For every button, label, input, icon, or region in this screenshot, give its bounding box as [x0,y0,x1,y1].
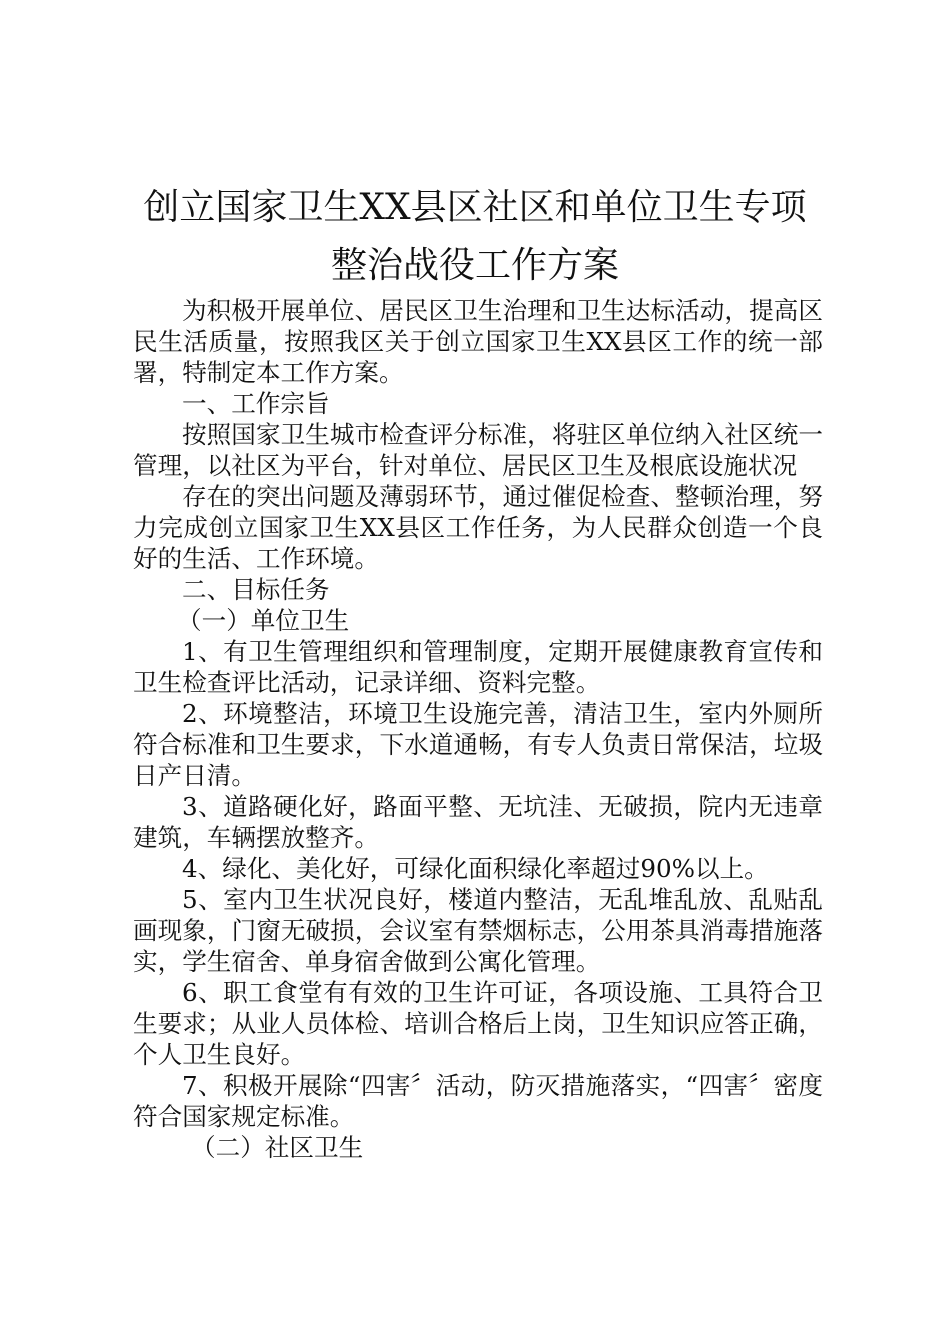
subsection-heading-unit-hygiene: （一）单位卫生 [177,606,350,635]
subsection-heading-community-hygiene: （二）社区卫生 [191,1133,364,1162]
document-title-line-2: 整治战役工作方案 [330,245,619,286]
paragraph-purpose-1: 按照国家卫生城市检查评分标准，将驻区单位纳入社区统一管理，以社区为平台，针对单位、居民区卫生及根底设施状况 [133,420,823,480]
list-item-3: 3、道路硬化好，路面平整、无坑洼、无破损，院内无违章建筑，车辆摆放整齐。 [133,792,823,852]
section-heading-purpose: 一、工作宗旨 [182,389,330,418]
list-item-1: 1、有卫生管理组织和管理制度，定期开展健康教育宣传和卫生检查评比活动，记录详细、资料完整。 [133,637,823,697]
paragraph-purpose-2: 存在的突出问题及薄弱环节，通过催促检查、整顿治理，努力完成创立国家卫生XX县区工作任务，为人民群众创造一个良好的生活、工作环境。 [133,482,823,573]
list-item-6: 6、职工食堂有有效的卫生许可证，各项设施、工具符合卫生要求；从业人员体检、培训合格后上岗，卫生知识应答正确，个人卫生良好。 [133,978,823,1069]
document-title-line-1: 创立国家卫生XX县区社区和单位卫生专项 [143,187,807,228]
section-heading-goals: 二、目标任务 [182,575,330,604]
intro-paragraph: 为积极开展单位、居民区卫生治理和卫生达标活动，提高区民生活质量，按照我区关于创立国家卫生XX县区工作的统一部署，特制定本工作方案。 [133,296,823,387]
list-item-4: 4、绿化、美化好，可绿化面积绿化率超过90%以上。 [182,854,769,883]
document-body [133,295,823,1163]
list-item-2: 2、环境整洁，环境卫生设施完善，清洁卫生，室内外厕所符合标准和卫生要求，下水道通畅，有专人负责日常保洁，垃圾日产日清。 [133,699,823,790]
list-item-7: 7、积极开展除“四害〞活动，防灭措施落实，“四害〞密度符合国家规定标准。 [133,1071,823,1131]
list-item-5: 5、室内卫生状况良好，楼道内整洁，无乱堆乱放、乱贴乱画现象，门窗无破损，会议室有禁烟标志，公用茶具消毒措施落实，学生宿舍、单身宿舍做到公寓化管理。 [133,885,823,976]
